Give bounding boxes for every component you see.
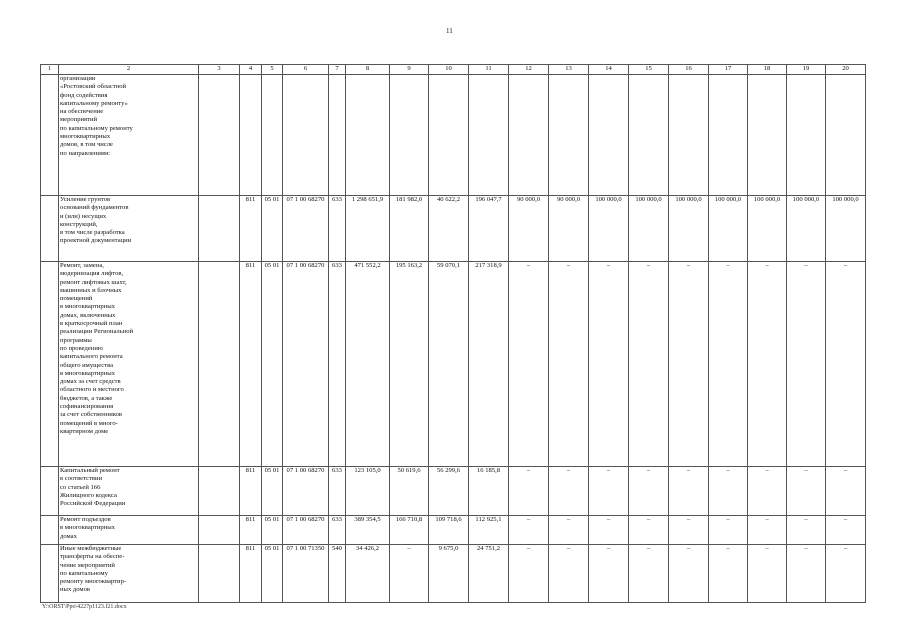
cell: – — [589, 545, 629, 603]
cell: 471 552,2 — [346, 262, 390, 467]
cell: – — [589, 467, 629, 516]
cell: – — [549, 545, 589, 603]
row-description: Усиление грунтов оснований фундаментов и (или) несущих конструкций, в том числе разработка проектной документации — [59, 196, 199, 262]
cell: 05 01 — [262, 262, 283, 467]
cell — [469, 75, 509, 196]
row-description: Ремонт подъездов в многоквартирных домах — [59, 516, 199, 545]
cell: 9 675,0 — [429, 545, 469, 603]
cell: – — [709, 262, 748, 467]
cell: 56 299,6 — [429, 467, 469, 516]
cell: – — [669, 516, 709, 545]
cell: 40 622,2 — [429, 196, 469, 262]
cell: 633 — [329, 262, 346, 467]
cell: – — [787, 516, 826, 545]
cell: – — [629, 516, 669, 545]
cell: – — [709, 516, 748, 545]
cell: – — [669, 467, 709, 516]
column-header: 16 — [669, 65, 709, 75]
cell: 100 000,0 — [748, 196, 787, 262]
column-header: 15 — [629, 65, 669, 75]
column-header: 19 — [787, 65, 826, 75]
cell: – — [589, 262, 629, 467]
row-description: Капитальный ремонт в соответствии со статьей 166 Жилищного кодекса Российской Федерации — [59, 467, 199, 516]
cell: 540 — [329, 545, 346, 603]
cell: 811 — [240, 516, 262, 545]
cell: 90 000,0 — [509, 196, 549, 262]
cell — [669, 75, 709, 196]
cell: 100 000,0 — [787, 196, 826, 262]
column-header: 5 — [262, 65, 283, 75]
cell — [509, 75, 549, 196]
cell: – — [509, 545, 549, 603]
column-header: 6 — [283, 65, 329, 75]
cell: – — [549, 516, 589, 545]
cell: – — [509, 262, 549, 467]
cell: 07 1 00 68270 — [283, 516, 329, 545]
table-row — [41, 545, 866, 603]
cell: 100 000,0 — [709, 196, 748, 262]
cell: 100 000,0 — [629, 196, 669, 262]
column-header: 7 — [329, 65, 346, 75]
cell: 90 000,0 — [549, 196, 589, 262]
cell: – — [509, 467, 549, 516]
cell: 109 718,6 — [429, 516, 469, 545]
cell: – — [509, 516, 549, 545]
cell — [709, 75, 748, 196]
cell: – — [787, 262, 826, 467]
cell — [787, 75, 826, 196]
cell: 811 — [240, 467, 262, 516]
budget-table — [40, 64, 866, 603]
cell — [329, 75, 346, 196]
cell: – — [826, 467, 866, 516]
cell: 07 1 00 68270 — [283, 467, 329, 516]
column-header: 17 — [709, 65, 748, 75]
column-header: 14 — [589, 65, 629, 75]
column-header: 1 — [41, 65, 59, 75]
cell — [262, 75, 283, 196]
cell: – — [629, 262, 669, 467]
cell: – — [709, 545, 748, 603]
row-description: организации «Ростовский областной фонд содействия капитальному ремонту» на обеспечение мероприятий по капитальному ремонту многоквартирных домов, в том числе по направлениям: — [59, 75, 199, 196]
cell: 100 000,0 — [669, 196, 709, 262]
cell: – — [549, 262, 589, 467]
table-row — [41, 262, 866, 467]
cell: 100 000,0 — [589, 196, 629, 262]
cell: 16 185,8 — [469, 467, 509, 516]
cell: – — [748, 467, 787, 516]
cell — [748, 75, 787, 196]
cell — [390, 75, 429, 196]
column-header: 13 — [549, 65, 589, 75]
cell: 07 1 00 68270 — [283, 262, 329, 467]
row-description: Иные межбюджетные трансферты на обеспе- чение мероприятий по капитальному ремонту многоквартир- ных домов — [59, 545, 199, 603]
cell: – — [390, 545, 429, 603]
column-header: 2 — [59, 65, 199, 75]
cell: – — [709, 467, 748, 516]
column-header: 12 — [509, 65, 549, 75]
cell — [826, 75, 866, 196]
cell: 100 000,0 — [826, 196, 866, 262]
column-header: 10 — [429, 65, 469, 75]
cell — [240, 75, 262, 196]
cell: – — [629, 467, 669, 516]
cell: 05 01 — [262, 545, 283, 603]
cell: 07 1 00 68270 — [283, 196, 329, 262]
cell: – — [787, 467, 826, 516]
cell: 633 — [329, 516, 346, 545]
cell: – — [748, 545, 787, 603]
cell: 196 047,7 — [469, 196, 509, 262]
cell: 59 070,1 — [429, 262, 469, 467]
cell: 05 01 — [262, 516, 283, 545]
cell: 24 751,2 — [469, 545, 509, 603]
column-header: 4 — [240, 65, 262, 75]
table-row — [41, 75, 866, 196]
footer-file-path: Y:\ORST\Ppo\4227p1123.f21.docx — [42, 604, 127, 610]
column-header: 3 — [199, 65, 240, 75]
cell — [549, 75, 589, 196]
cell — [589, 75, 629, 196]
cell — [283, 75, 329, 196]
cell: 389 354,5 — [346, 516, 390, 545]
cell: – — [826, 262, 866, 467]
column-number-row — [41, 65, 866, 75]
cell: – — [826, 516, 866, 545]
cell: – — [589, 516, 629, 545]
cell: 1 298 651,9 — [346, 196, 390, 262]
cell: 811 — [240, 262, 262, 467]
cell — [429, 75, 469, 196]
row-description: Ремонт, замена, модернизация лифтов, ремонт лифтовых шахт, машинных и блочных помещений в многоквартирных домах, включенных в краткосрочный план реализации Региональной программы по проведению капитального ремонта общего имущества в многоквартирных домах за счет средств областного и местного бюджетов, а также софинансирования за счет собственников помещений в много- квартирном доме — [59, 262, 199, 467]
cell: 123 105,0 — [346, 467, 390, 516]
cell: 05 01 — [262, 467, 283, 516]
page-number: 11 — [446, 27, 453, 35]
cell: 34 426,2 — [346, 545, 390, 603]
table-row — [41, 196, 866, 262]
cell: – — [629, 545, 669, 603]
cell: 811 — [240, 196, 262, 262]
cell: 50 619,6 — [390, 467, 429, 516]
cell: 217 318,9 — [469, 262, 509, 467]
column-header: 20 — [826, 65, 866, 75]
cell: 633 — [329, 467, 346, 516]
cell: – — [826, 545, 866, 603]
cell: – — [669, 545, 709, 603]
cell: – — [669, 262, 709, 467]
cell: 181 982,0 — [390, 196, 429, 262]
column-header: 11 — [469, 65, 509, 75]
cell: – — [549, 467, 589, 516]
cell: 166 710,8 — [390, 516, 429, 545]
column-header: 9 — [390, 65, 429, 75]
cell: 07 1 00 71350 — [283, 545, 329, 603]
column-header: 18 — [748, 65, 787, 75]
cell: – — [748, 262, 787, 467]
cell: – — [787, 545, 826, 603]
cell: 05 01 — [262, 196, 283, 262]
cell: – — [748, 516, 787, 545]
cell: 112 925,1 — [469, 516, 509, 545]
table-row — [41, 467, 866, 516]
cell: 633 — [329, 196, 346, 262]
cell: 811 — [240, 545, 262, 603]
cell — [346, 75, 390, 196]
cell: 195 163,2 — [390, 262, 429, 467]
column-header: 8 — [346, 65, 390, 75]
table-row — [41, 516, 866, 545]
cell — [629, 75, 669, 196]
